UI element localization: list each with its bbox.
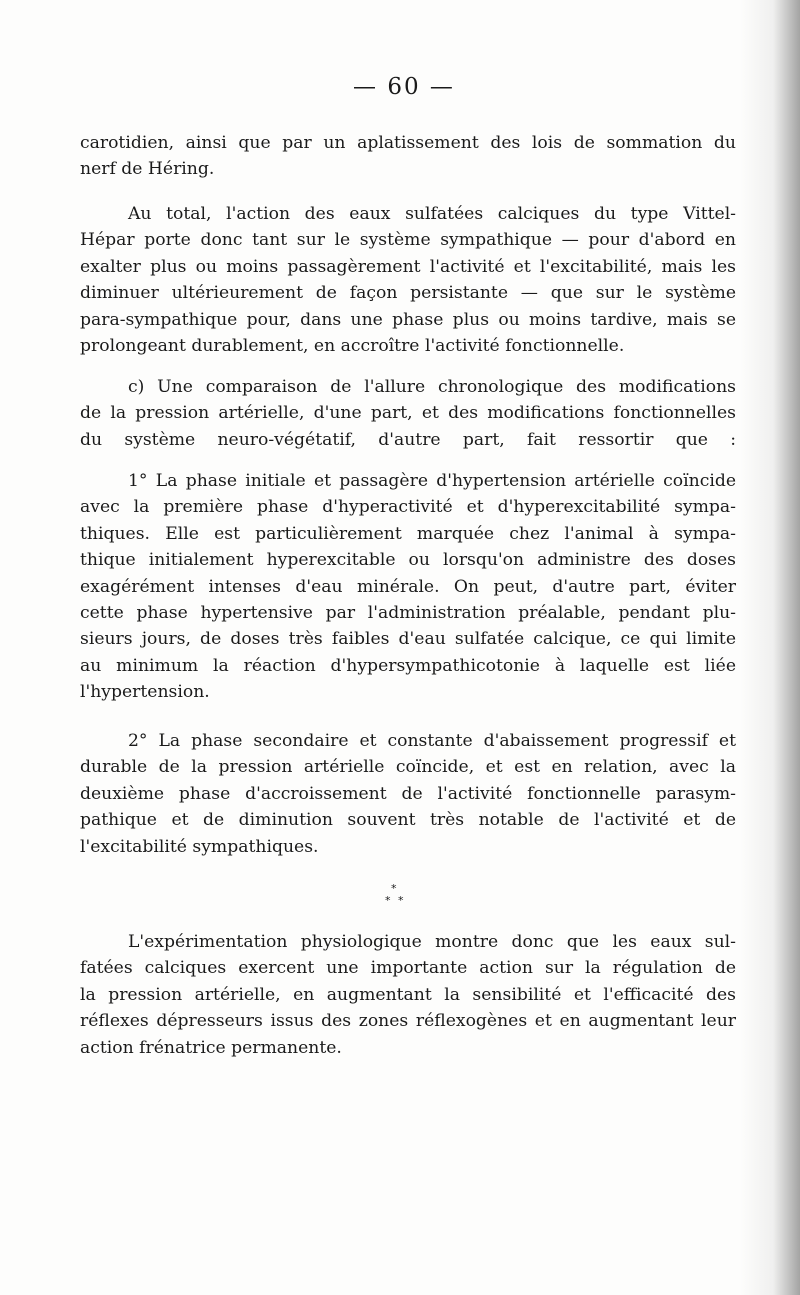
asterism-icon: [383, 883, 413, 913]
text-line: L'expérimentation physiologique montre donc que les eaux sul-: [128, 932, 736, 952]
text-line: fatées calciques exercent une importante action sur la régulation de: [80, 958, 736, 979]
text-line: pathique et de diminution souvent très notable de l'activité et de: [80, 810, 736, 831]
text-line: l'excitabilité sympathiques.: [80, 836, 319, 857]
text-line: para-sympathique pour, dans une phase plus ou moins tardive, mais se: [80, 309, 736, 330]
page-edge-shadow: [740, 0, 800, 1295]
text-line: de la pression artérielle, d'une part, et des modifications fonctionnelles: [80, 403, 736, 424]
paragraph-comparaison: [80, 374, 736, 453]
asterisk-icon: *: [385, 894, 391, 907]
text-line: prolongeant durablement, en accroître l'activité fonctionnelle.: [80, 335, 625, 356]
paragraph-phase-secondaire: [80, 728, 736, 860]
text-line: avec la première phase d'hyperactivité et d'hyperexcitabilité sympa-: [80, 497, 736, 518]
text-line: au minimum la réaction d'hypersympathicotonie à laquelle est liée: [80, 655, 736, 676]
page-number: — 60 —: [353, 74, 455, 100]
paragraph-au-total: [80, 201, 736, 359]
text-line: deuxième phase d'accroissement de l'activité fonctionnelle parasym-: [80, 783, 736, 804]
text-line: Hépar porte donc tant sur le système sympathique — pour d'abord en: [80, 230, 736, 251]
text-line: c) Une comparaison de l'allure chronologique des modifications: [128, 377, 736, 397]
asterisk-icon: *: [398, 894, 404, 907]
text-line: action frénatrice permanente.: [80, 1037, 342, 1058]
text-line: cette phase hypertensive par l'administration préalable, pendant plu-: [80, 602, 736, 623]
text-line: thiques. Elle est particulièrement marquée chez l'animal à sympa-: [80, 523, 736, 544]
text-line: durable de la pression artérielle coïncide, et est en relation, avec la: [80, 757, 736, 778]
text-line: exalter plus ou moins passagèrement l'activité et l'excitabilité, mais les: [80, 256, 736, 277]
text-line: l'hypertension.: [80, 682, 210, 703]
text-line: diminuer ultérieurement de façon persistante — que sur le système: [80, 283, 736, 304]
text-line: la pression artérielle, en augmentant la sensibilité et l'efficacité des: [80, 984, 736, 1005]
text-line: sieurs jours, de doses très faibles d'eau sulfatée calcique, ce qui limite: [80, 629, 736, 650]
paragraph-phase-initiale: [80, 468, 736, 706]
text-line: carotidien, ainsi que par un aplatissement des lois de sommation du: [80, 133, 736, 153]
paragraph-continuation: [80, 130, 736, 183]
paragraph-conclusion: [80, 929, 736, 1061]
text-line: réflexes dépresseurs issus des zones réflexogènes et en augmentant leur: [80, 1011, 736, 1032]
text-line: thique initialement hyperexcitable ou lorsqu'on administre des doses: [80, 550, 736, 571]
text-line: Au total, l'action des eaux sulfatées calciques du type Vittel-: [128, 204, 736, 224]
text-line: exagérément intenses d'eau minérale. On peut, d'autre part, éviter: [80, 576, 736, 597]
text-line: du système neuro-végétatif, d'autre part, fait ressortir que :: [80, 429, 736, 450]
asterisk-icon: *: [391, 882, 397, 895]
text-line: 2° La phase secondaire et constante d'abaissement progressif et: [128, 731, 736, 751]
text-line: nerf de Héring.: [80, 159, 215, 180]
text-line: 1° La phase initiale et passagère d'hypertension artérielle coïncide: [128, 471, 736, 491]
